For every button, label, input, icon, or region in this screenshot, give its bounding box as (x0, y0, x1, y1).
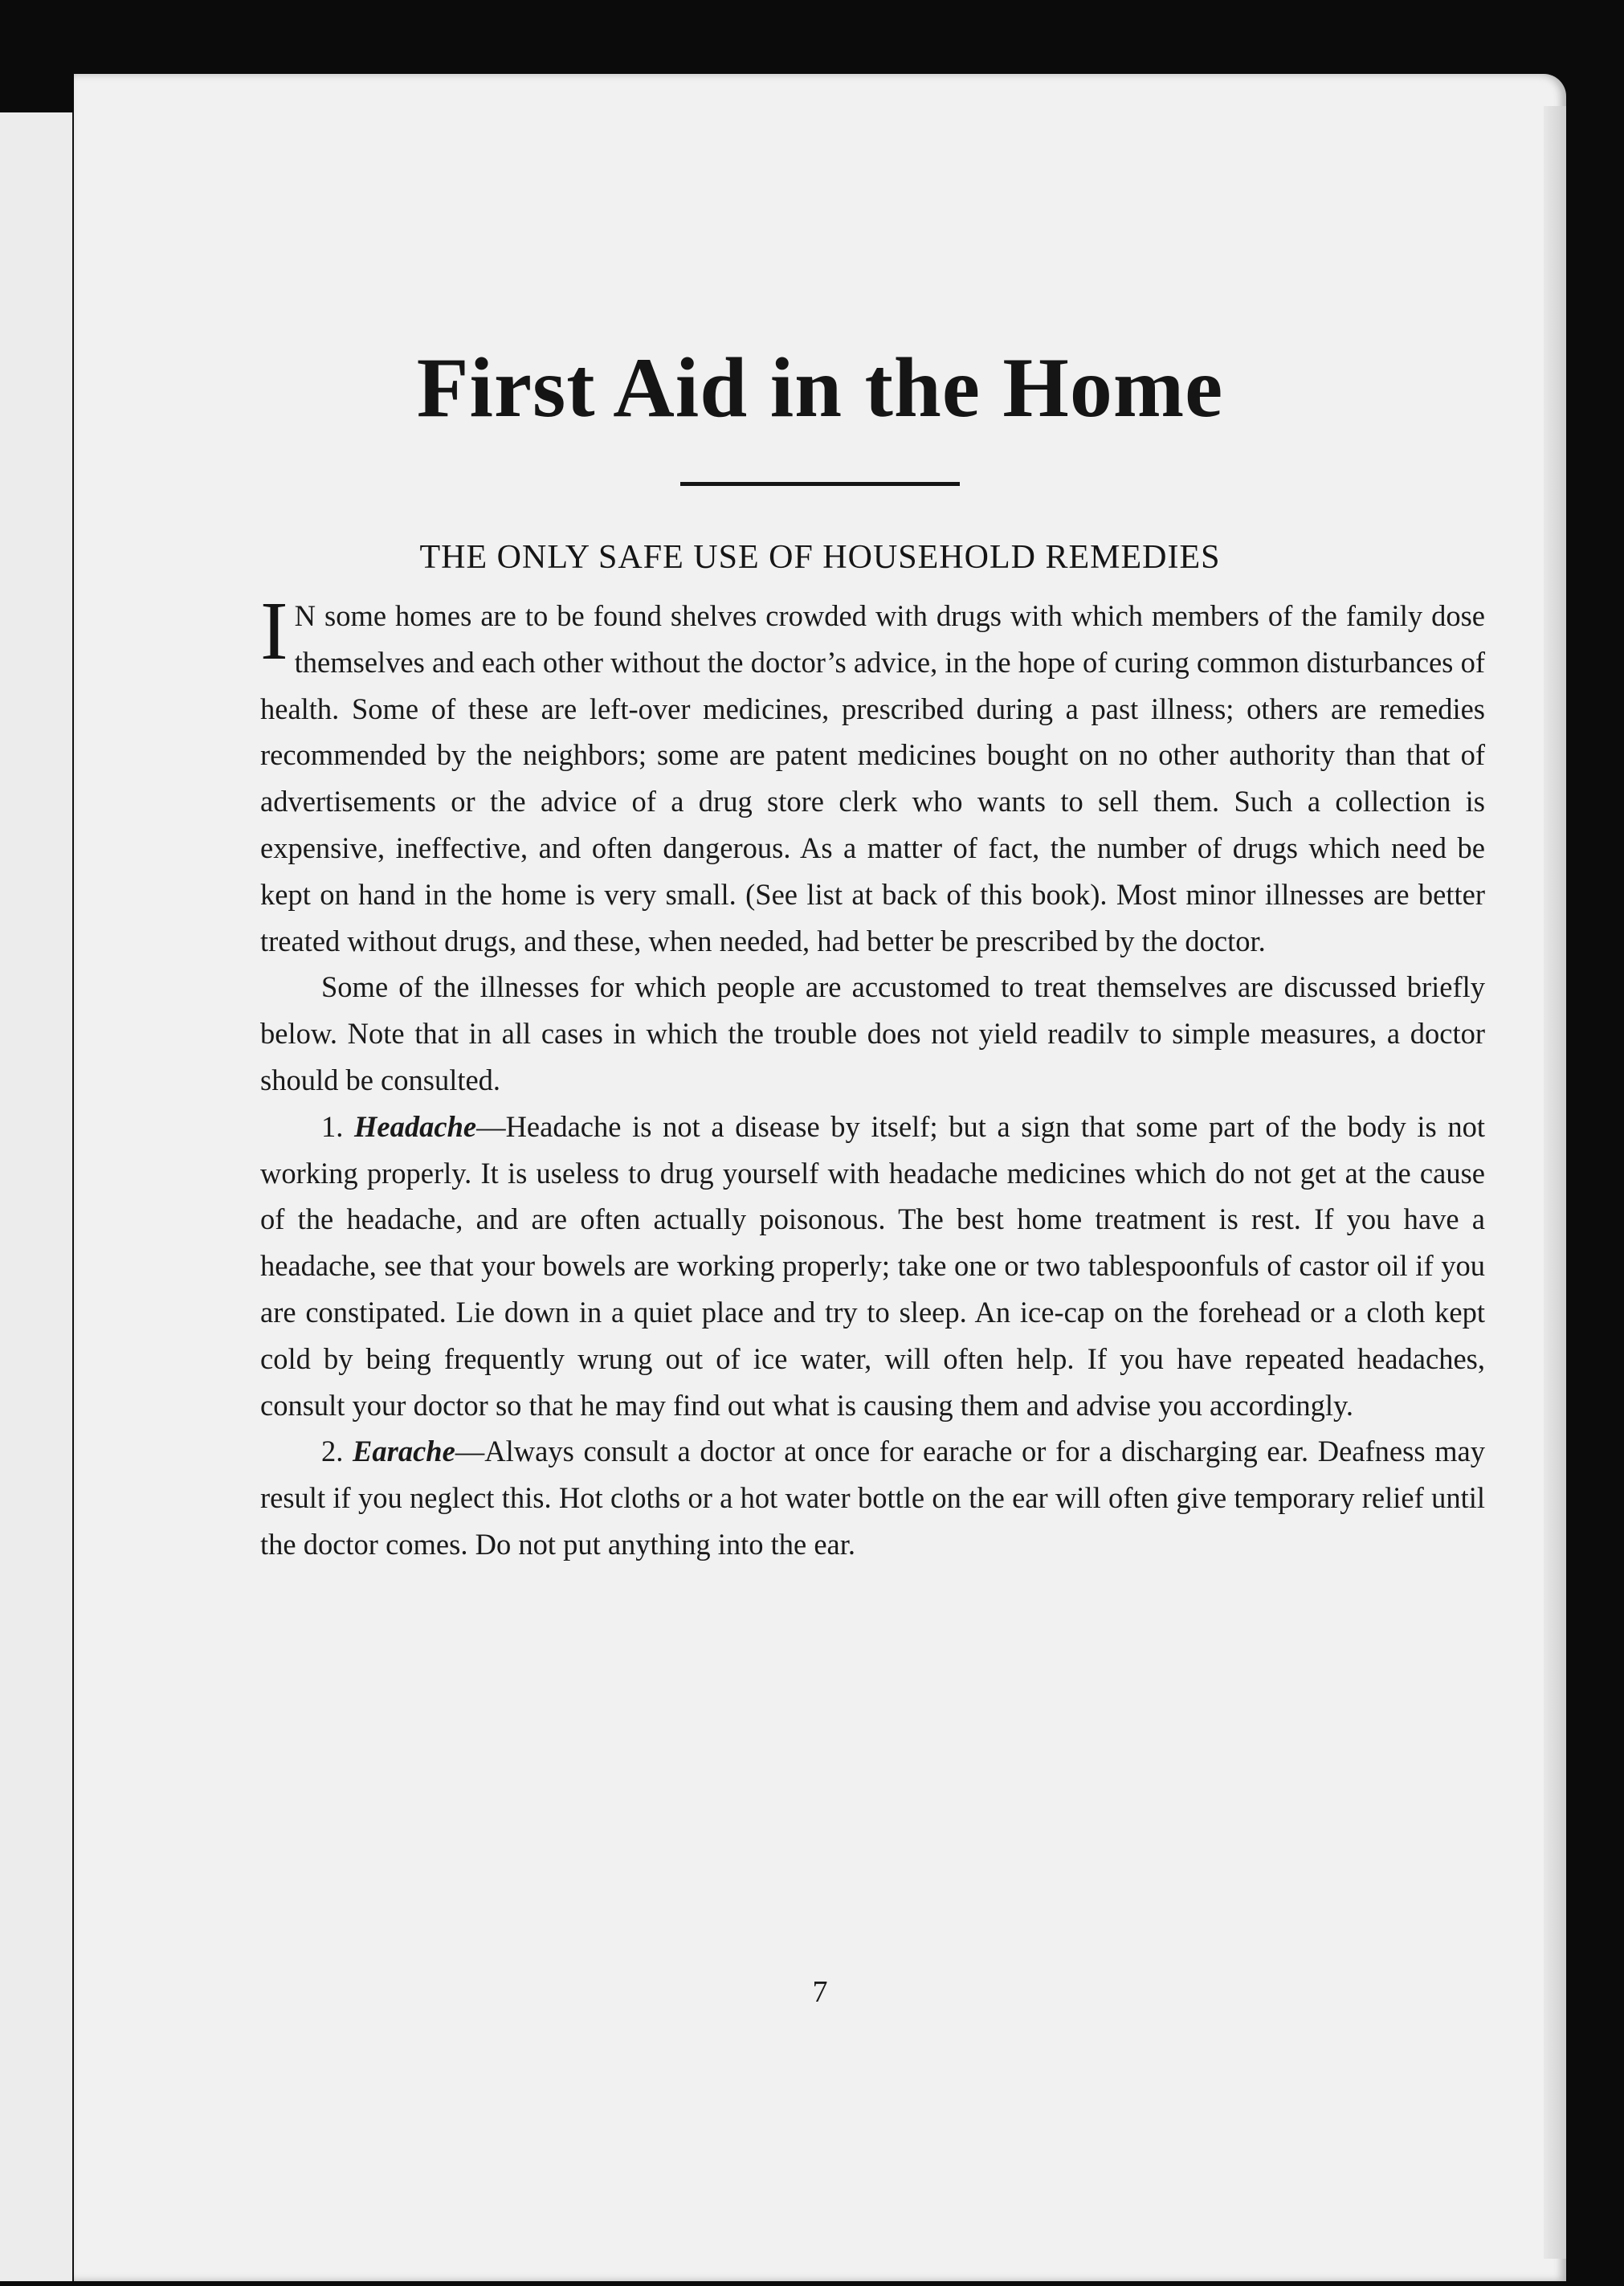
intro-paragraph (260, 585, 1485, 964)
item-headache (260, 1104, 1485, 1429)
page-title: First Aid in the Home (416, 341, 1224, 435)
title-divider (680, 482, 960, 486)
intro-text: N some homes are to be found shelves crowded with drugs with which members of the family dose themselves and each other without the doctor’s advice, in the hope of curing common disturbances of health. Some of these are left-over medicines, prescribed during a past illness; others are remedies recommended by the neighbors; some are patent medicines bought on no other authority than that of advertisements or the advice of a drug store clerk who wants to sell them. Such a collection is expensive, ineffective, and often dangerous. As a matter of fact, the number of drugs which need be kept on hand in the home is very small. (See list at back of this book). Most minor illnesses are better treated without drugs, and these, when needed, had better be prescribed by the doctor. (260, 599, 1485, 957)
item-heading: Earache (353, 1435, 455, 1468)
item-text: —Always consult a doctor at once for earache or for a discharging ear. Deafness may result if you neglect this. Hot cloths or a hot water bottle on the ear will often give temporary relief until the doctor comes. Do not put anything into the ear. (260, 1435, 1486, 1561)
paragraph-2: Some of the illnesses for which people are accustomed to treat themselves are discussed briefly below. Note that in all cases in which the trouble does not yield readilv to simple measures, a doctor should be consulted. (260, 970, 1485, 1096)
item-number: 2. (321, 1435, 344, 1468)
item-number: 1. (321, 1109, 344, 1143)
page-number: 7 (812, 1975, 828, 2009)
item-text: —Headache is not a disease by itself; but a sign that some part of the body is not working properly. It is useless to drug yourself with headache medicines which do not get at the cause of the headache, and are often actually poisonous. The best home treatment is rest. If you have a headache, see that your bowels are working properly; take one or two tablespoonfuls of castor oil if you are constipated. Lie down in a quiet place and try to sleep. An ice-cap on the forehead or a cloth kept cold by being frequently wrung out of ice water, will often help. If you have repeated headaches, consult your doctor so that he may find out what is causing them and advise you accordingly. (260, 1109, 1485, 1422)
body-text (260, 585, 1486, 1568)
left-page-edge (0, 112, 75, 2281)
item-heading: Headache (354, 1109, 477, 1143)
section-heading: THE ONLY SAFE USE OF HOUSEHOLD REMEDIES (419, 539, 1221, 576)
item-earache (260, 1428, 1485, 1567)
drop-cap: I (260, 585, 288, 677)
book-page (74, 74, 1566, 2281)
